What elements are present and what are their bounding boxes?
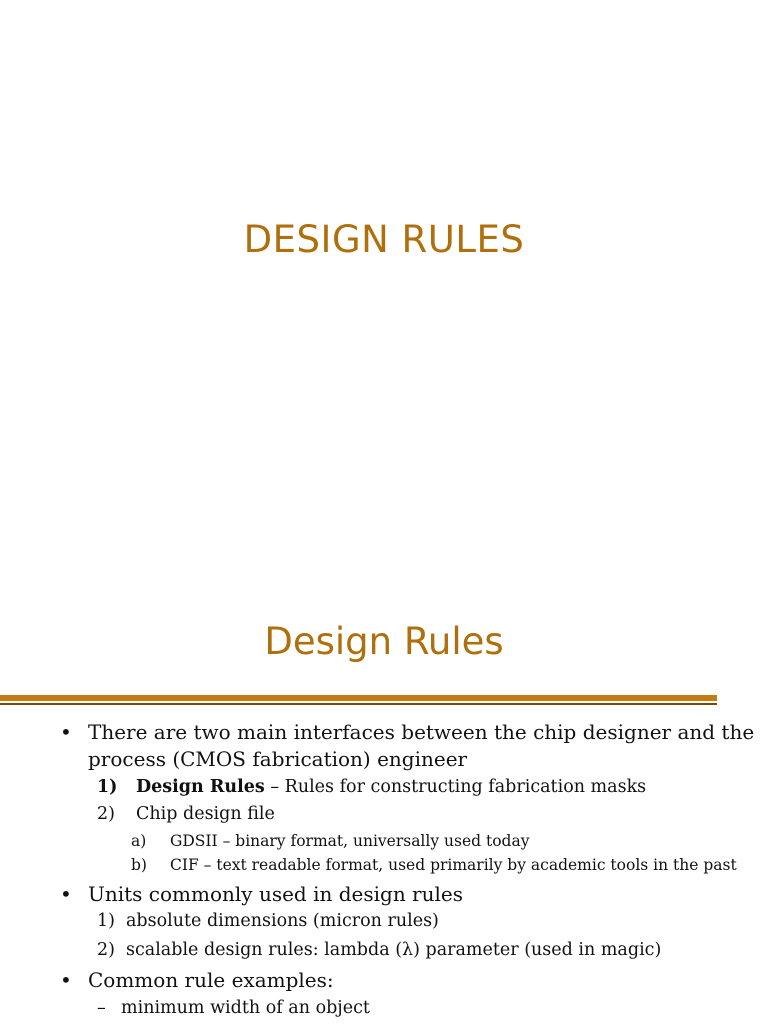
bullet3-text: Common rule examples: xyxy=(88,968,334,992)
list-item: minimum width of an object xyxy=(121,998,370,1018)
sublist-letter: b) xyxy=(131,856,147,874)
title-divider-thin xyxy=(0,703,717,705)
list-item: absolute dimensions (micron rules) xyxy=(126,911,439,931)
bullet2-text: Units commonly used in design rules xyxy=(88,882,463,906)
design-rules-description: – Rules for constructing fabrication masks xyxy=(264,777,647,797)
bullet1-line2: process (CMOS fabrication) engineer xyxy=(88,747,468,771)
sublist-item: GDSII – binary format, universally used today xyxy=(170,832,530,850)
bullet-marker: • xyxy=(60,968,72,992)
list-number: 1) xyxy=(97,911,115,931)
bullet1-line1: There are two main interfaces between the chip designer and the xyxy=(88,720,755,744)
list-number: 1) xyxy=(97,777,118,797)
list-number: 2) xyxy=(97,804,115,824)
sublist-item: CIF – text readable format, used primarily by academic tools in the past xyxy=(170,856,737,874)
slide2-title: Design Rules xyxy=(264,620,504,663)
bullet-marker: • xyxy=(60,882,72,906)
bullet-marker: • xyxy=(60,720,72,744)
list-item: Chip design file xyxy=(136,804,275,824)
sublist-letter: a) xyxy=(131,832,147,850)
title-divider-thick xyxy=(0,695,717,701)
list-number: 2) xyxy=(97,940,115,960)
list-item xyxy=(136,777,646,797)
list-item: scalable design rules: lambda (λ) parameter (used in magic) xyxy=(126,940,662,960)
dash-marker: – xyxy=(97,998,106,1018)
design-rules-term: Design Rules xyxy=(136,777,265,797)
slide1-title: DESIGN RULES xyxy=(243,218,525,261)
